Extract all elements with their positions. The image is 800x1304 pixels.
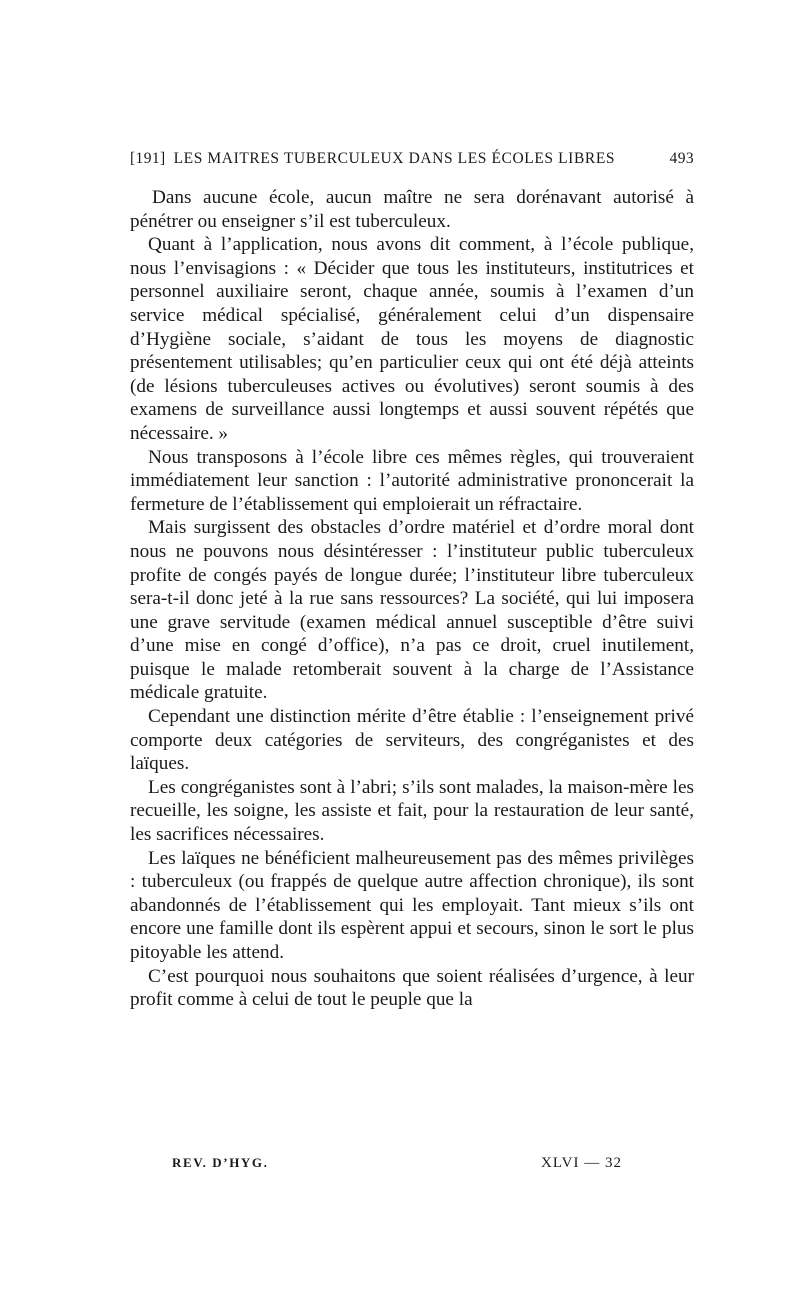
paragraph-5: Cependant une distinction mérite d’être établie : l’enseignement privé comporte deux catégories de serviteurs, des congréganistes et des laïques. (130, 706, 694, 775)
paragraph-2: Quant à l’application, nous avons dit comment, à l’école publique, nous l’envisagions : « Décider que tous les instituteurs, institutrices et personnel auxiliaire seront, chaque année, soumis à l’examen d’un service médical spécialisé, généralement celui d’un dispensaire d’Hygiène sociale, s’aidant de tous les moyens de diagnostic présentement utilisables; qu’en particulier ceux qui ont été déjà atteints (de lésions tuberculeuses actives ou évolutives) seront soumis à des examens de surveillance aussi longtemps et aussi souvent répétés que nécessaire. » (130, 234, 694, 444)
section-number: [191] (130, 150, 166, 167)
running-title: LES MAITRES TUBERCULEUX DANS LES ÉCOLES LIBRES (173, 150, 616, 167)
page-footer (172, 1155, 622, 1172)
paragraph-8: C’est pourquoi nous souhaitons que soient réalisées d’urgence, à leur profit comme à celui de tout le peuple que la (130, 965, 694, 1011)
paragraph-1: Dans aucune école, aucun maître ne sera dorénavant autorisé à pénétrer ou enseigner s’il est tuberculeux. (130, 187, 694, 232)
running-head (130, 150, 694, 180)
book-page (130, 150, 694, 1012)
volume-signature: XLVI — 32 (541, 1155, 622, 1171)
page-number: 493 (669, 150, 694, 167)
paragraph-6: Les congréganistes sont à l’abri; s’ils sont malades, la maison-mère les recueille, les soigne, les assiste et fait, pour la restauration de leur santé, les sacrifices nécessaires. (130, 776, 694, 846)
paragraph-7: Les laïques ne bénéficient malheureusement pas des mêmes privilèges : tuberculeux (ou frappés de quelque autre affection chronique), ils sont abandonnés de l’établissement qui les employait. Tant mieux s’ils ont encore une famille dont ils espèrent appui et secours, sinon le sort le plus pitoyable les attend. (130, 847, 694, 963)
paragraph-3: Nous transposons à l’école libre ces mêmes règles, qui trouveraient immédiatement leur sanction : l’autorité administrative prononcerait la fermeture de l’établissement qui emploierait un réfractaire. (130, 446, 694, 515)
journal-signature: REV. D’HYG. (172, 1155, 269, 1170)
paragraph-4: Mais surgissent des obstacles d’ordre matériel et d’ordre moral dont nous ne pouvons nous désintéresser : l’instituteur public tuberculeux profite de congés payés de longue durée; l’instituteur libre tuberculeux sera-t-il donc jeté à la rue sans ressources? La société, qui lui imposera une grave servitude (examen médical annuel susceptible d’être suivi d’une mise en congé d’office), n’a pas ce droit, cruel inutilement, puisque le malade retomberait souvent à la charge de l’Assistance médicale gratuite. (130, 517, 694, 704)
body-text (130, 186, 694, 1012)
